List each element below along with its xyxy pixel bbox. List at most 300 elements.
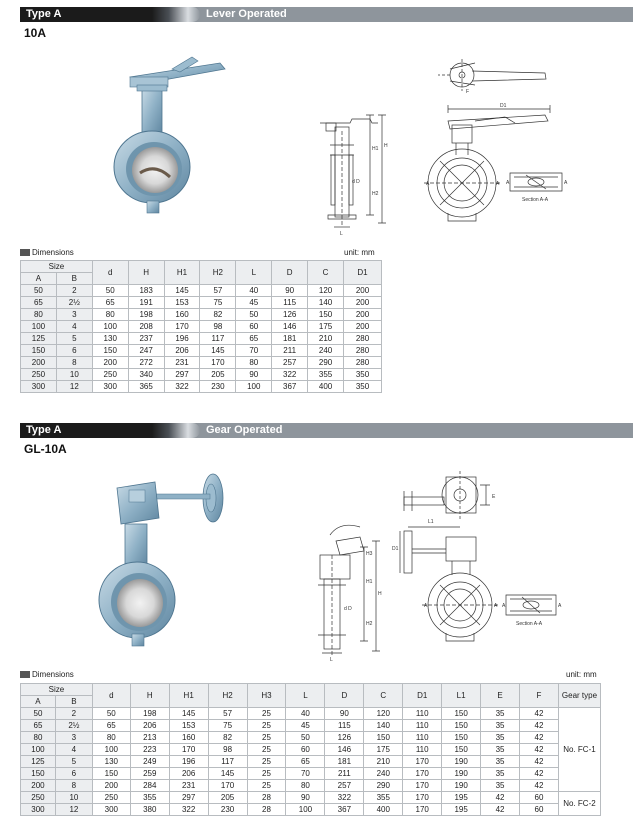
svg-text:L: L [340,231,343,235]
col-header: d [92,684,130,708]
table-cell: 65 [236,333,272,345]
table-cell: 198 [128,309,164,321]
table-cell: 117 [200,333,236,345]
table-cell: 205 [200,369,236,381]
table-cell: 170 [403,768,442,780]
table-cell: 206 [169,768,208,780]
table-cell: 200 [21,780,56,792]
table-cell: 150 [442,732,481,744]
dimensions-label: Dimensions [32,670,74,679]
col-header: C [308,261,344,285]
table-cell: 170 [200,357,236,369]
table-row [21,357,382,369]
section-aa-label: Section A-A [522,197,549,203]
table-cell: 90 [325,708,364,720]
table-row [21,804,601,816]
table-cell: 280 [344,357,382,369]
table-cell: 355 [364,792,403,804]
table-cell: 3 [55,732,92,744]
table-cell: 25 [247,732,286,744]
table-cell: 210 [364,756,403,768]
svg-text:L: L [330,657,333,663]
table-cell: 150 [364,732,403,744]
col-header: D [272,261,308,285]
table-cell: 195 [442,804,481,816]
dimensions-label: Dimensions [32,248,74,257]
table-cell: 100 [236,381,272,393]
table-cell: 200 [344,321,382,333]
table-cell: 365 [128,381,164,393]
table-cell: 208 [128,321,164,333]
table-cell: 170 [208,780,247,792]
table-cell: 98 [208,744,247,756]
table-row [21,708,601,720]
table-cell: 75 [200,297,236,309]
table-cell: 65 [286,756,325,768]
table-cell: 200 [92,780,130,792]
table-row [21,345,382,357]
table-cell: 35 [481,756,520,768]
model-title: 10A [24,26,47,40]
table-cell: 213 [130,732,169,744]
table-cell: 280 [344,345,382,357]
table-cell: 355 [130,792,169,804]
table-cell: 196 [169,756,208,768]
table-cell: 140 [364,720,403,732]
table-cell: 28 [247,792,286,804]
table-cell: 190 [442,768,481,780]
size-b-header: B [56,273,92,285]
table-cell: 150 [21,768,56,780]
table-row [21,285,382,297]
table-cell: 42 [520,732,559,744]
table-cell: 2½ [55,720,92,732]
table-cell: 175 [308,321,344,333]
lever-valve-photo [100,55,230,220]
table-cell: 65 [92,297,128,309]
table-cell: 211 [272,345,308,357]
table-cell: 126 [272,309,308,321]
table-cell: 45 [236,297,272,309]
table-cell: 300 [21,804,56,816]
svg-text:H2: H2 [372,191,379,197]
dimensions-caption [20,670,74,679]
table-cell: 50 [92,708,130,720]
table-cell: 35 [481,768,520,780]
table-cell: 8 [55,780,92,792]
table-cell: 90 [286,792,325,804]
table-cell: 200 [344,297,382,309]
table-cell: 25 [247,720,286,732]
table-cell: 90 [236,369,272,381]
table-cell: 231 [169,780,208,792]
table-cell: 150 [442,708,481,720]
col-header: H2 [208,684,247,708]
table-cell: 145 [200,345,236,357]
table-cell: 231 [164,357,200,369]
table-cell: 50 [236,309,272,321]
table-cell: 4 [55,744,92,756]
table-cell: 181 [325,756,364,768]
dimensions-caption [20,248,74,257]
caption-marker [20,671,30,678]
model-title: GL-10A [24,442,67,456]
table-cell: 110 [403,720,442,732]
table-cell: 42 [520,768,559,780]
table-cell: 146 [272,321,308,333]
table-cell: 57 [200,285,236,297]
table-row [21,381,382,393]
table-row [21,333,382,345]
table-cell: 160 [169,732,208,744]
table-cell: 240 [308,345,344,357]
table-cell: 2 [55,708,92,720]
table-cell: 150 [442,744,481,756]
table-cell: 82 [200,309,236,321]
table-cell: 145 [164,285,200,297]
table-cell: 25 [247,744,286,756]
header-arrow-shape [152,7,200,22]
table-cell: 280 [344,333,382,345]
table-cell: 8 [56,357,92,369]
gear-type-cell: No. FC-2 [558,792,600,816]
table-cell: 183 [128,285,164,297]
table-cell: 150 [92,768,130,780]
unit-label: unit: mm [344,248,375,257]
svg-text:H2: H2 [366,621,373,627]
table-cell: 170 [403,792,442,804]
table-row [21,756,601,768]
table-cell: 247 [128,345,164,357]
table-cell: 200 [344,309,382,321]
table-cell: 400 [308,381,344,393]
table-cell: 6 [56,345,92,357]
svg-text:A: A [506,180,510,186]
table-cell: 117 [208,756,247,768]
table-cell: 205 [208,792,247,804]
svg-text:D1: D1 [392,546,399,552]
table-cell: 145 [208,768,247,780]
svg-text:H1: H1 [366,579,373,585]
table-cell: 290 [364,780,403,792]
table-cell: 181 [272,333,308,345]
table-cell: 257 [272,357,308,369]
table-cell: 35 [481,708,520,720]
svg-text:H: H [378,591,382,597]
table-cell: 100 [92,744,130,756]
table-cell: 175 [364,744,403,756]
table-cell: 297 [169,792,208,804]
table-cell: 110 [403,744,442,756]
operation-label: Gear Operated [206,424,283,436]
table-cell: 196 [164,333,200,345]
gear-type-cell: No. FC-1 [558,708,600,792]
table-row [21,369,382,381]
svg-text:F: F [466,89,470,95]
svg-text:A: A [496,181,500,187]
table-cell: 110 [403,732,442,744]
table-cell: 126 [325,732,364,744]
table-cell: 160 [164,309,200,321]
table-cell: 10 [56,369,92,381]
table-cell: 60 [286,744,325,756]
table-cell: 198 [130,708,169,720]
table-cell: 50 [21,285,57,297]
svg-text:L1: L1 [428,519,434,525]
svg-text:H3: H3 [366,551,373,557]
table-cell: 170 [403,804,442,816]
table-cell: 42 [520,744,559,756]
col-header: D1 [344,261,382,285]
svg-text:A: A [494,603,498,609]
table-cell: 110 [403,708,442,720]
col-header: C [364,684,403,708]
table-cell: 40 [286,708,325,720]
size-a-header: A [21,696,56,708]
table-cell: 200 [344,285,382,297]
col-header: H [128,261,164,285]
table-cell: 300 [92,804,130,816]
table-cell: 355 [308,369,344,381]
table-cell: 65 [92,720,130,732]
table-cell: 80 [92,309,128,321]
table-cell: 50 [286,732,325,744]
table-cell: 150 [308,309,344,321]
table-cell: 130 [92,756,130,768]
table-cell: 25 [247,756,286,768]
table-cell: 250 [92,369,128,381]
table-row [21,732,601,744]
table-cell: 250 [92,792,130,804]
table-row [21,297,382,309]
table-cell: 65 [21,297,57,309]
table-cell: 12 [55,804,92,816]
table-cell: 5 [55,756,92,768]
table-cell: 10 [55,792,92,804]
table-cell: 322 [272,369,308,381]
svg-text:A: A [558,603,562,609]
table-cell: 5 [56,333,92,345]
lever-dimensions-table [20,260,382,393]
table-cell: 42 [520,708,559,720]
size-a-header: A [21,273,57,285]
table-cell: 145 [169,708,208,720]
table-cell: 240 [364,768,403,780]
table-cell: 6 [55,768,92,780]
gear-table-body [21,708,601,816]
lever-table-body [21,285,382,393]
table-cell: 115 [325,720,364,732]
table-cell: 80 [286,780,325,792]
svg-text:H1: H1 [372,146,379,152]
table-cell: 195 [442,792,481,804]
table-cell: 2 [56,285,92,297]
table-cell: 65 [21,720,56,732]
table-cell: 80 [21,309,57,321]
table-cell: 190 [442,780,481,792]
table-cell: 300 [21,381,57,393]
table-cell: 42 [481,804,520,816]
svg-text:H: H [384,143,388,149]
table-cell: 82 [208,732,247,744]
table-cell: 35 [481,732,520,744]
type-label: Type A [26,424,62,436]
table-cell: 250 [21,792,56,804]
section-aa-label: Section A-A [516,621,543,627]
col-header: H [130,684,169,708]
table-cell: 350 [344,369,382,381]
table-cell: 100 [286,804,325,816]
table-cell: 340 [128,369,164,381]
table-cell: 25 [247,768,286,780]
type-label: Type A [26,8,62,20]
table-cell: 35 [481,720,520,732]
size-header: Size [21,684,93,696]
table-cell: 206 [164,345,200,357]
table-cell: 60 [520,792,559,804]
table-cell: 70 [236,345,272,357]
table-cell: 150 [442,720,481,732]
table-cell: 272 [128,357,164,369]
table-cell: 40 [236,285,272,297]
table-cell: 322 [325,792,364,804]
table-cell: 42 [520,780,559,792]
table-cell: 200 [21,357,57,369]
table-cell: 367 [325,804,364,816]
table-cell: 170 [169,744,208,756]
table-cell: 210 [308,333,344,345]
table-cell: 125 [21,333,57,345]
table-cell: 257 [325,780,364,792]
table-cell: 350 [344,381,382,393]
col-header: L [236,261,272,285]
operation-label: Lever Operated [206,8,287,20]
table-cell: 190 [442,756,481,768]
table-cell: 153 [169,720,208,732]
col-header: D1 [403,684,442,708]
svg-text:A: A [564,180,568,186]
table-cell: 100 [21,744,56,756]
table-cell: 125 [21,756,56,768]
table-row [21,309,382,321]
table-cell: 367 [272,381,308,393]
table-cell: 42 [520,756,559,768]
table-cell: 4 [56,321,92,333]
table-cell: 45 [286,720,325,732]
table-cell: 297 [164,369,200,381]
table-cell: 284 [130,780,169,792]
col-header: F [520,684,559,708]
table-cell: 35 [481,780,520,792]
table-cell: 400 [364,804,403,816]
table-cell: 223 [130,744,169,756]
table-cell: 153 [164,297,200,309]
col-header: L1 [442,684,481,708]
table-cell: 75 [208,720,247,732]
table-cell: 211 [325,768,364,780]
svg-text:d D: d D [352,179,360,185]
section-header-gear [20,423,633,438]
table-cell: 98 [200,321,236,333]
table-cell: 206 [130,720,169,732]
table-row [21,321,382,333]
svg-text:A: A [426,181,430,187]
table-cell: 57 [208,708,247,720]
table-cell: 42 [481,792,520,804]
gear-type-header: Gear type [558,684,600,708]
caption-marker [20,249,30,256]
table-cell: 191 [128,297,164,309]
svg-text:d D: d D [344,606,352,612]
svg-text:E: E [492,494,496,500]
table-cell: 115 [272,297,308,309]
table-cell: 140 [308,297,344,309]
table-cell: 120 [364,708,403,720]
size-b-header: B [55,696,92,708]
table-cell: 237 [128,333,164,345]
gear-dimensions-table [20,683,601,816]
table-cell: 146 [325,744,364,756]
table-cell: 170 [403,780,442,792]
svg-text:A: A [502,603,506,609]
table-cell: 60 [520,804,559,816]
table-cell: 249 [130,756,169,768]
table-cell: 100 [92,321,128,333]
col-header: H3 [247,684,286,708]
table-cell: 150 [92,345,128,357]
section-header-lever [20,7,633,22]
gear-technical-drawing [300,465,610,665]
col-header: H2 [200,261,236,285]
table-cell: 150 [21,345,57,357]
unit-label: unit: mm [566,670,597,679]
table-row [21,780,601,792]
table-cell: 120 [308,285,344,297]
table-cell: 380 [130,804,169,816]
table-cell: 200 [92,357,128,369]
table-cell: 300 [92,381,128,393]
table-cell: 100 [21,321,57,333]
col-header: H1 [169,684,208,708]
table-cell: 35 [481,744,520,756]
table-cell: 3 [56,309,92,321]
col-header: D [325,684,364,708]
table-cell: 80 [21,732,56,744]
table-cell: 259 [130,768,169,780]
col-header: d [92,261,128,285]
table-cell: 230 [200,381,236,393]
table-cell: 25 [247,780,286,792]
col-header: L [286,684,325,708]
lever-technical-drawing [300,55,600,235]
table-row [21,744,601,756]
table-cell: 42 [520,720,559,732]
col-header: E [481,684,520,708]
table-cell: 80 [236,357,272,369]
svg-text:A: A [424,603,428,609]
table-cell: 50 [92,285,128,297]
table-cell: 80 [92,732,130,744]
table-cell: 2½ [56,297,92,309]
table-cell: 70 [286,768,325,780]
table-cell: 322 [164,381,200,393]
table-cell: 170 [403,756,442,768]
col-header: H1 [164,261,200,285]
table-cell: 25 [247,708,286,720]
size-header: Size [21,261,93,273]
table-cell: 12 [56,381,92,393]
table-row [21,720,601,732]
